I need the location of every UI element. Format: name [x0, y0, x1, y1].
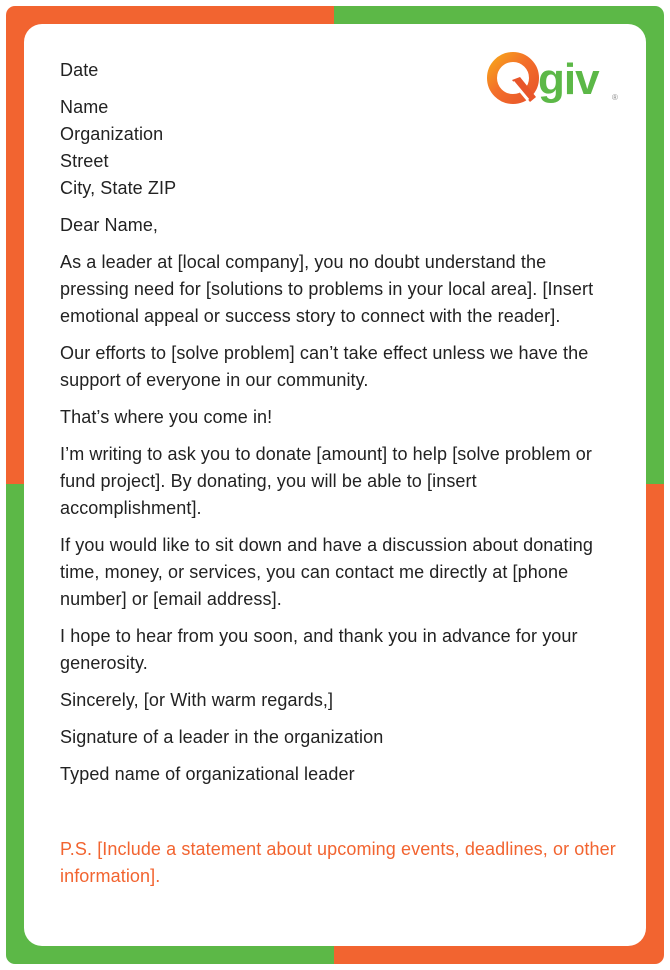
body-paragraph: I’m writing to ask you to donate [amount] to help [solve problem or fund project]. By donating, you will be able to [insert accomplishment].: [60, 444, 592, 518]
recipient-city-state-zip: City, State ZIP: [60, 178, 177, 198]
recipient-organization: Organization: [60, 124, 164, 144]
recipient-street: Street: [60, 151, 109, 171]
recipient-name: Name: [60, 97, 109, 117]
body-paragraph: As a leader at [local company], you no doubt understand the pressing need for [solutions to problems in your local area]. [Insert emotional appeal or success story to connect with the reader].: [60, 252, 594, 326]
signature-line: Signature of a leader in the organization: [60, 727, 384, 747]
qgiv-wordmark: giv: [538, 55, 599, 104]
body-paragraph: I hope to hear from you soon, and thank you in advance for your generosity.: [60, 626, 578, 673]
recipient-address: [60, 94, 620, 202]
postscript: P.S. [Include a statement about upcoming events, deadlines, or other information].: [60, 839, 616, 886]
body-paragraph: If you would like to sit down and have a discussion about donating time, money, or services, you can contact me directly at [phone number] or [email address].: [60, 535, 593, 609]
date-line: Date: [60, 60, 99, 80]
typed-name-line: Typed name of organizational leader: [60, 764, 355, 784]
salutation: Dear Name,: [60, 215, 159, 235]
closing: Sincerely, [or With warm regards,]: [60, 690, 334, 710]
letter-body: [60, 57, 620, 900]
body-paragraph: That’s where you come in!: [60, 407, 273, 427]
body-paragraph: Our efforts to [solve problem] can’t take effect unless we have the support of everyone in our community.: [60, 343, 589, 390]
registered-mark: ®: [612, 93, 618, 102]
